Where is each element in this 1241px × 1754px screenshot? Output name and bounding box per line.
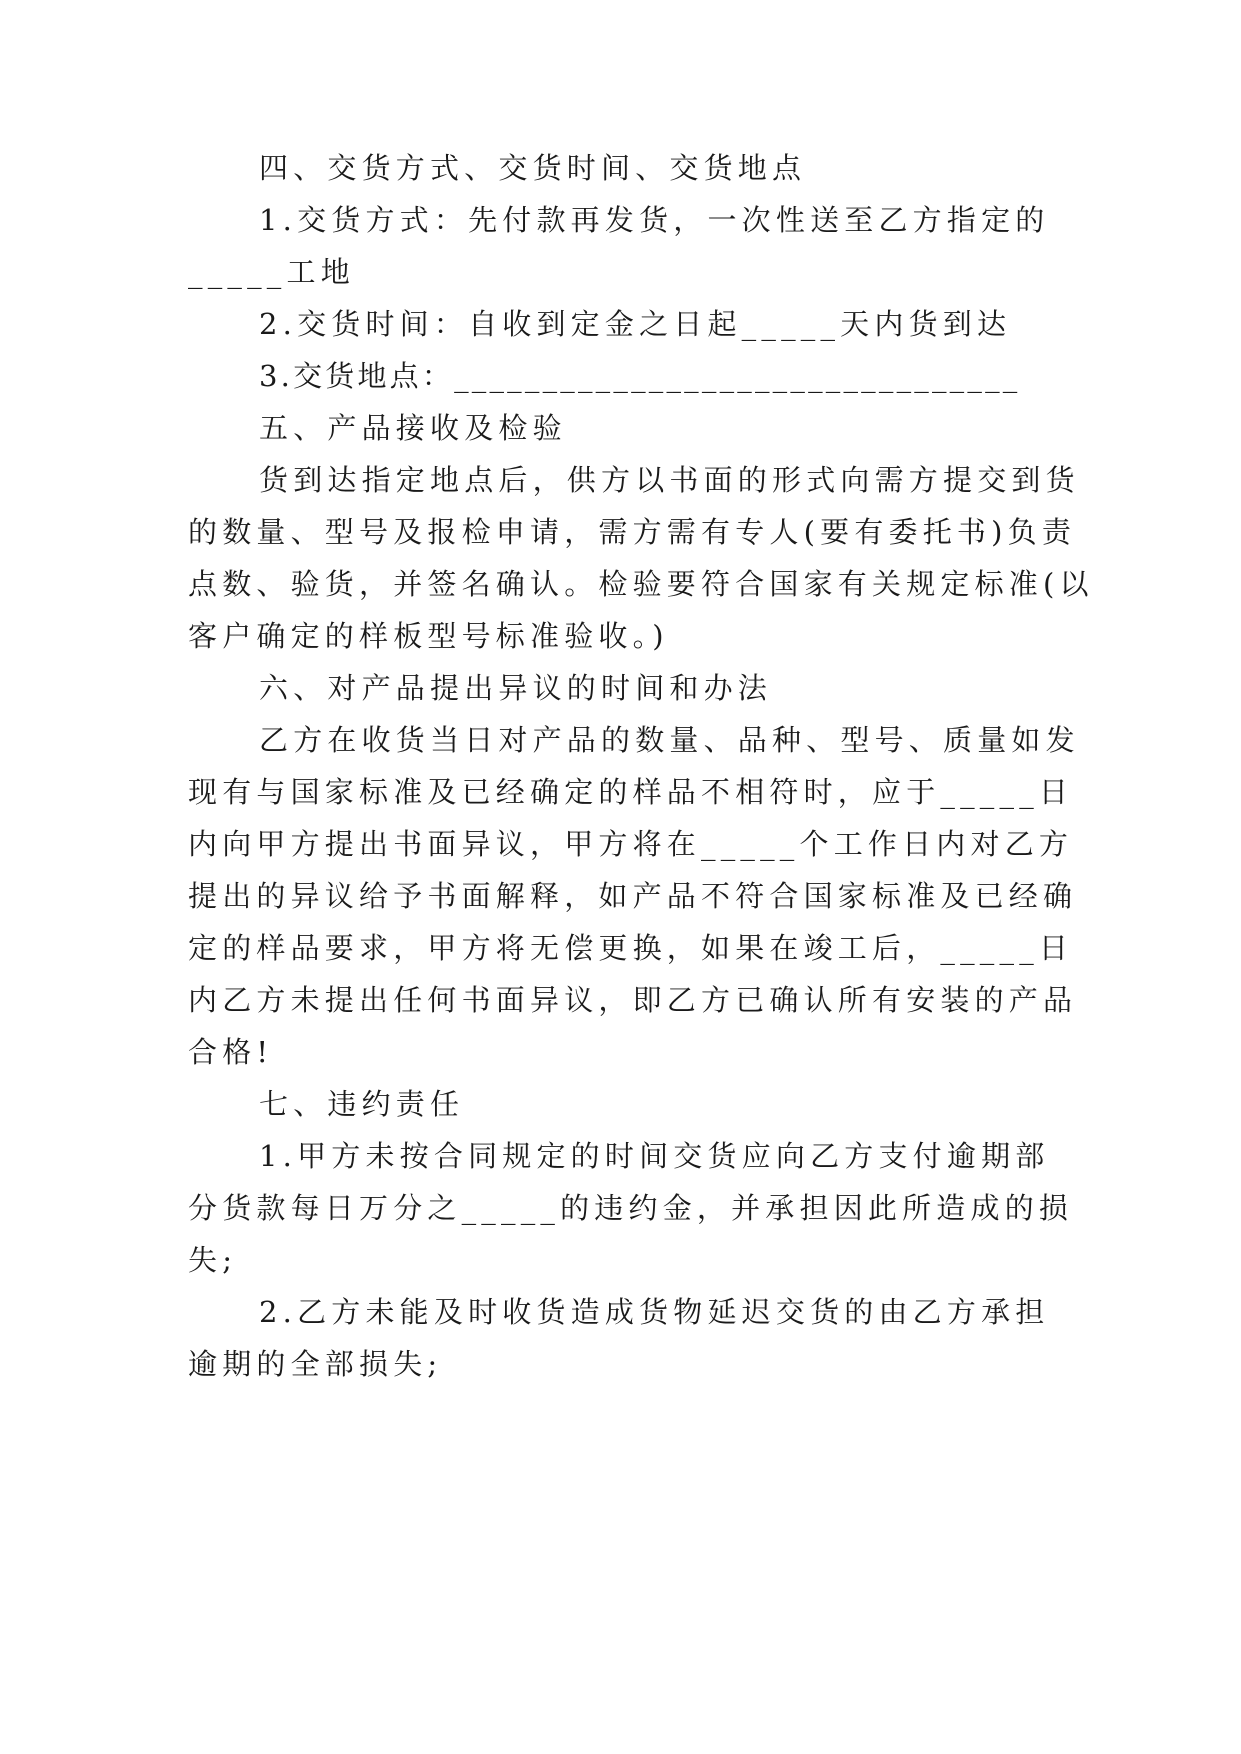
section-5-heading: 五、产品接收及检验	[259, 411, 567, 445]
objection-para-line-1: 乙方在收货当日对产品的数量、品种、型号、质量如发	[259, 723, 1080, 757]
delivery-place-line: 3.交货地点：________________________________	[259, 359, 1021, 393]
section-4-heading: 四、交货方式、交货时间、交货地点	[259, 151, 807, 185]
objection-para-line-5: 定的样品要求，甲方将无偿更换，如果在竣工后，_____日	[188, 931, 1074, 965]
objection-para-line-2: 现有与国家标准及已经确定的样品不相符时，应于_____日	[188, 775, 1074, 809]
section-6-heading: 六、对产品提出异议的时间和办法	[259, 671, 773, 705]
objection-para-line-3: 内向甲方提出书面异议，甲方将在_____个工作日内对乙方	[188, 827, 1074, 861]
liability-item-1-line-2: 分货款每日万分之_____的违约金，并承担因此所造成的损	[188, 1191, 1074, 1225]
delivery-time-line: 2.交货时间：自收到定金之日起_____天内货到达	[259, 307, 1012, 341]
acceptance-para-line-2: 的数量、型号及报检申请，需方需有专人(要有委托书)负责	[188, 515, 1077, 549]
objection-para-line-4: 提出的异议给予书面解释，如产品不符合国家标准及已经确	[188, 879, 1078, 913]
acceptance-para-line-3: 点数、验货，并签名确认。检验要符合国家有关规定标准(以	[188, 567, 1094, 601]
delivery-method-line-2: _____工地	[188, 255, 355, 289]
objection-para-line-7: 合格!	[188, 1035, 274, 1069]
acceptance-para-line-4: 客户确定的样板型号标准验收。)	[188, 619, 669, 653]
acceptance-para-line-1: 货到达指定地点后，供方以书面的形式向需方提交到货	[259, 463, 1080, 497]
liability-item-1-line-3: 失;	[188, 1243, 238, 1277]
liability-item-1-line-1: 1.甲方未按合同规定的时间交货应向乙方支付逾期部	[259, 1139, 1050, 1173]
liability-item-2-line-1: 2.乙方未能及时收货造成货物延迟交货的由乙方承担	[259, 1295, 1050, 1329]
section-7-heading: 七、违约责任	[259, 1087, 465, 1121]
objection-para-line-6: 内乙方未提出任何书面异议，即乙方已确认所有安装的产品	[188, 983, 1078, 1017]
delivery-method-line-1: 1.交货方式：先付款再发货，一次性送至乙方指定的	[259, 203, 1050, 237]
liability-item-2-line-2: 逾期的全部损失;	[188, 1347, 443, 1381]
